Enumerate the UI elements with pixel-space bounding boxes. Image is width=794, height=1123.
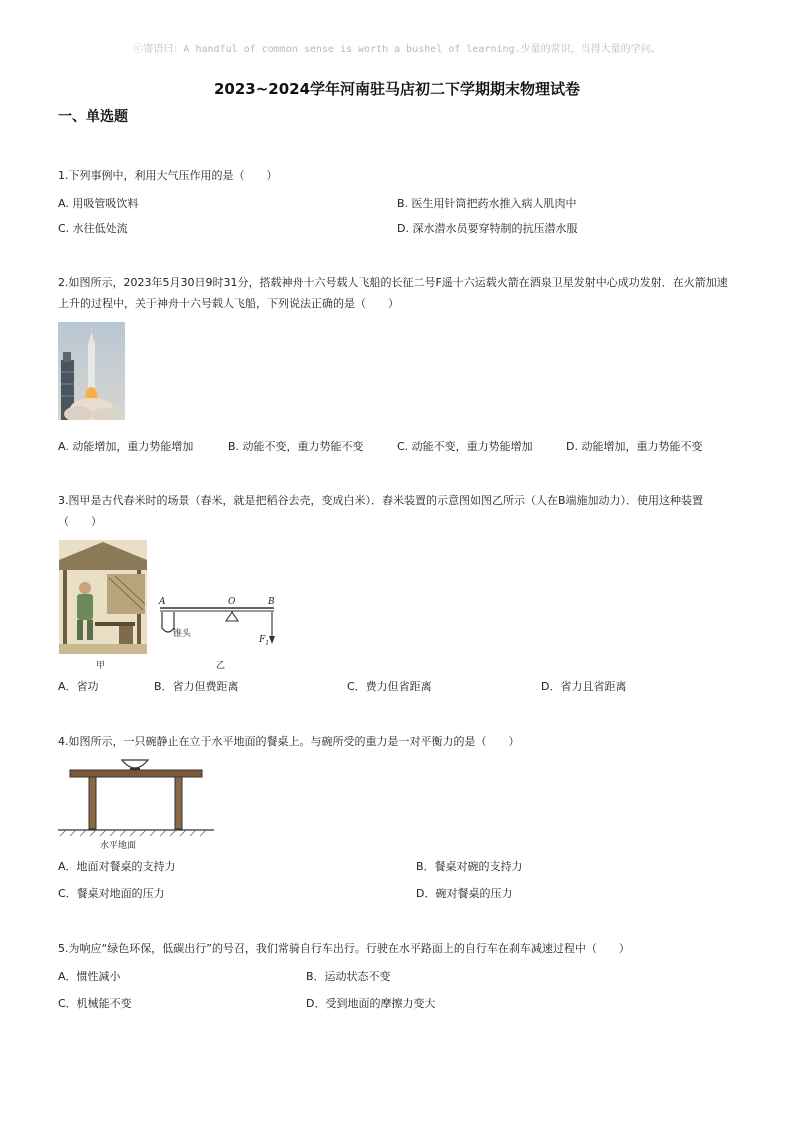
question-5-stem: 5.为响应“绿色环保，低碳出行”的号召，我们常骑自行车出行。行驶在水平路面上的自行车在刹车减速过程中（ ）	[58, 942, 630, 955]
question-2-stem: 2.如图所示，2023年5月30日9时31分，搭载神舟十六号载人飞船的长征二号F遥十六运载火箭在酒泉卫星发射中心成功发射．在火箭加速上升的过程中，关于神舟十六号载人飞船，下列说法正确的是（ ）	[58, 276, 728, 310]
question-5-option-a[interactable]: A．惯性减小	[58, 970, 121, 983]
question-3-option-d[interactable]: D．省力且省距离	[541, 680, 627, 693]
watermark: ⓒ寄语曰：A handful of common sense is worth a bushel of learning.少量的常识，当得大量的学问。	[133, 44, 661, 55]
question-1-option-c[interactable]: C. 水往低处流	[58, 222, 128, 235]
question-5-option-d[interactable]: D．受到地面的摩擦力变大	[306, 997, 436, 1010]
question-3-option-c[interactable]: C．费力但省距离	[347, 680, 432, 693]
question-1-option-b[interactable]: B. 医生用针筒把药水推入病人肌肉中	[397, 197, 577, 210]
section-heading: 一、单选题	[58, 109, 128, 125]
question-2-option-c[interactable]: C. 动能不变，重力势能增加	[397, 440, 533, 453]
question-3-option-a[interactable]: A．省功	[58, 680, 99, 693]
question-4-stem: 4.如图所示，一只碗静止在立于水平地面的餐桌上。与碗所受的重力是一对平衡力的是（ ）	[58, 735, 520, 748]
lever-label-o: O	[228, 597, 236, 607]
question-3-stem: 3.图甲是古代舂米时的场景（舂米，就是把稻谷去壳，变成白米）．舂米装置的示意图如图乙所示（人在B端施加动力）．使用这种装置（ ）	[58, 494, 704, 528]
lever-label-a: A	[159, 597, 166, 607]
question-4-option-d[interactable]: D．碗对餐桌的压力	[416, 887, 513, 900]
rice-pounding-illustration	[59, 540, 147, 654]
question-4-option-a[interactable]: A．地面对餐桌的支持力	[58, 860, 176, 873]
lever-label-hammer-head: 锥头	[173, 629, 192, 639]
question-2-option-a[interactable]: A. 动能增加，重力势能增加	[58, 440, 194, 453]
question-4-option-c[interactable]: C．餐桌对地面的压力	[58, 887, 165, 900]
question-1-option-d[interactable]: D. 深水潜水员要穿特制的抗压潜水服	[397, 222, 578, 235]
figure-label-yi: 乙	[216, 661, 226, 671]
lever-label-force: $F_1$	[259, 635, 270, 647]
question-2-option-b[interactable]: B. 动能不变，重力势能不变	[228, 440, 364, 453]
lever-label-b: B	[268, 597, 275, 607]
question-5-option-b[interactable]: B．运动状态不变	[306, 970, 391, 983]
document-title: 2023~2024学年河南驻马店初二下学期期末物理试卷	[213, 80, 581, 98]
question-2-option-d[interactable]: D. 动能增加，重力势能不变	[566, 440, 703, 453]
table-with-bowl-diagram	[58, 754, 214, 838]
question-5-option-c[interactable]: C．机械能不变	[58, 997, 132, 1010]
figure-label-jia: 甲	[96, 661, 106, 671]
question-1-stem: 1.下列事例中，利用大气压作用的是（ ）	[58, 169, 278, 182]
question-1-option-a[interactable]: A. 用吸管吸饮料	[58, 197, 139, 210]
rocket-launch-photo	[58, 322, 125, 420]
question-3-option-b[interactable]: B．省力但费距离	[154, 680, 239, 693]
question-4-option-b[interactable]: B．餐桌对碗的支持力	[416, 860, 523, 873]
ground-label: 水平地面	[100, 841, 137, 851]
